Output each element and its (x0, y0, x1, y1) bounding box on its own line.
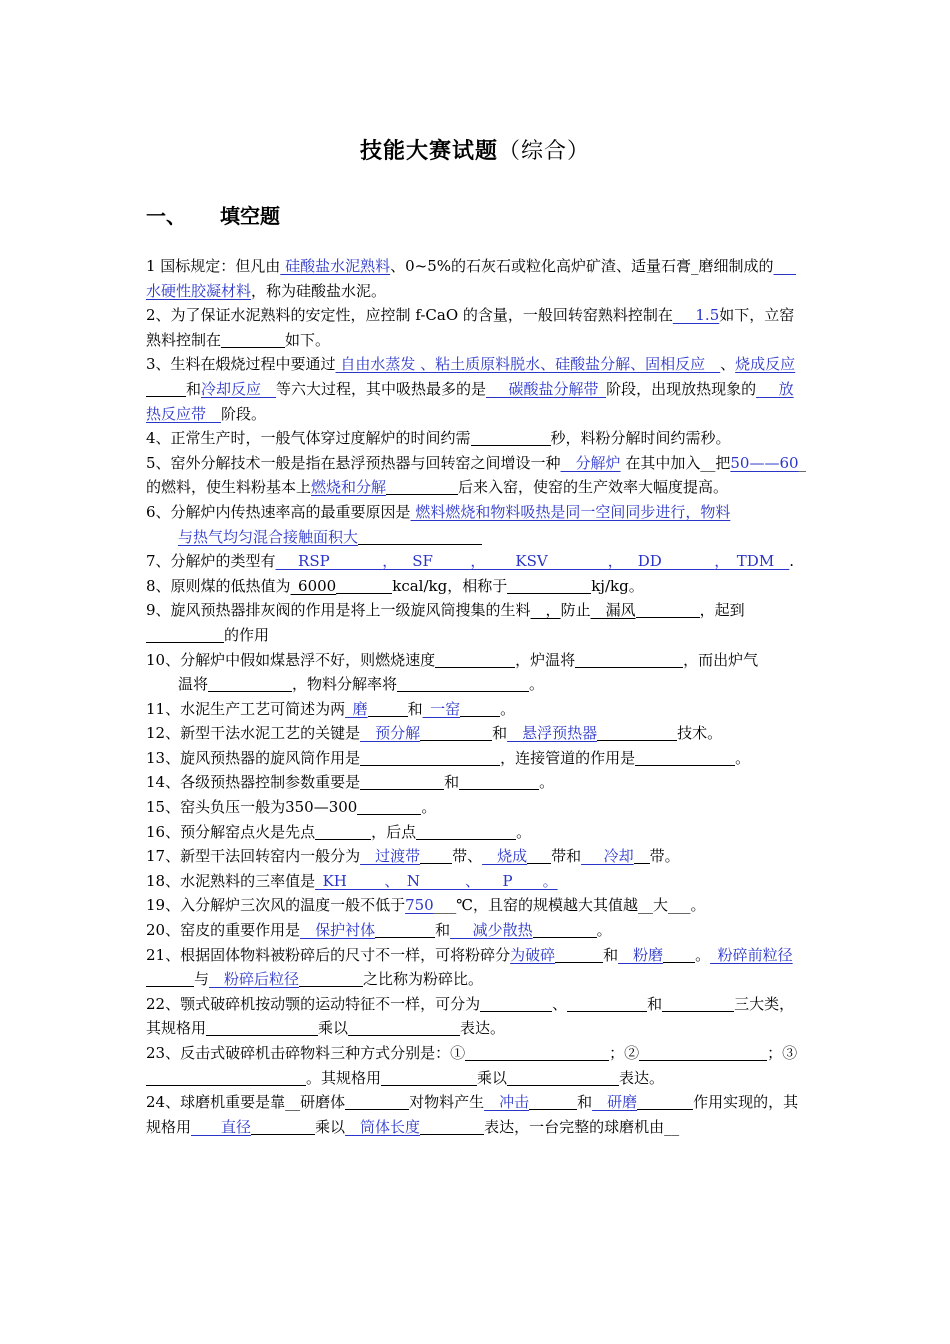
question-6: 6、分解炉内传热速率高的最重要原因是 燃料燃烧和物料吸热是同一空间同步进行，物料 与热气均匀混合接触面积大 (146, 502, 731, 546)
question-13: 13、旋风预热器的旋风筒作用是 ，连接管道的作用是 。 (146, 748, 751, 767)
question-9: 9、旋风预热器排灰阀的作用是将上一级旋风筒搜集的生料__，防止__漏风 ，起到的作用 (146, 601, 745, 644)
section-number: 一、 (146, 204, 186, 228)
question-20: 20、窑皮的重要作用是__保护衬体 和___减少散热 。 (146, 921, 612, 940)
question-1: 1 国标规定：但凡由 硅酸盐水泥熟料、0~5%的石灰石或粒化高炉矿渣、适量石膏_磨细制成的___水硬性胶凝材料，称为硅酸盐水泥。 (146, 257, 797, 300)
question-15: 15、窑头负压一般为350—300 。 (146, 798, 437, 817)
question-2: 2、为了保证水泥熟料的安定性，应控制 f-CaO 的含量，一般回转窑熟料控制在___1.5如下，立窑熟料控制在 如下。 (146, 306, 795, 349)
question-7: 7、分解炉的类型有___RSP_______，__SF_____，____KSV________，__DD_______，_TDM__. (146, 552, 794, 571)
question-10: 10、分解炉中假如煤悬浮不好，则燃烧速度 ，炉温将 ，而出炉气 温将 ，物料分解率将 。 (146, 650, 759, 694)
question-19: 19、入分解炉三次风的温度一般不低于750___℃，且窑的规模越大其值越__大___。 (146, 896, 706, 915)
question-3: 3、生料在煅烧过程中要通过 自由水蒸发 、粘土质原料脱水、硅酸盐分解、固相反应__、烧成反应和冷却反应__等六大过程，其中吸热最多的是___碳酸盐分解带_阶段，出现放热现象的___放热反应带__阶段。 (146, 355, 796, 423)
section-heading (146, 200, 280, 229)
page-subtitle: （综合） (498, 139, 591, 164)
question-4: 4、正常生产时，一般气体穿过度解炉的时间约需 秒，料粉分解时间约需秒。 (146, 429, 731, 448)
section-label: 填空题 (220, 204, 280, 228)
question-17: 17、新型干法回转窑内一般分为__过渡带 带、__烧成 带和___冷却 带。 (146, 847, 680, 866)
page-title: 技能大赛试题（综合） (359, 138, 591, 164)
question-21: 21、根据固体物料被粉碎后的尺寸不一样，可将粉碎分为破碎 和__粉磨 。_粉碎前粒径与__粉碎后粒径 之比称为粉碎比。 (146, 945, 793, 989)
question-24: 24、球磨机重要是靠__研磨体 对物料产生__冲击 和__研磨 作用实现的，其规格用____直径 乘以__筒体长度 表达，一台完整的球磨机由__ (146, 1093, 799, 1136)
question-14: 14、各级预热器控制参数重要是 和 。 (146, 773, 555, 792)
question-12: 12、新型干法水泥工艺的关键是__预分解 和__悬浮预热器 技术。 (146, 724, 723, 743)
question-16: 16、预分解窑点火是先点 ，后点 。 (146, 822, 532, 841)
question-8: 8、原则煤的低热值为_6000 kcal/kg，相称于 kj/kg。 (146, 576, 644, 595)
question-18: 18、水泥熟料的三率值是_KH_____、_N______、___P____。 (146, 871, 558, 890)
question-5: 5、窑外分解技术一般是指在悬浮预热器与回转窑之间增设一种__分解炉 在其中加入__把50——60_的燃料，使生料粉基本上燃烧和分解 后来入窑，使窑的生产效率大幅度提高。 (146, 453, 807, 497)
question-22: 22、颚式破碎机按动颚的运动特征不一样，可分为 、 和 三大类，其规格用 乘以 表达。 (146, 994, 795, 1038)
question-11: 11、水泥生产工艺可简述为两_磨 和_一窑 。 (146, 699, 516, 718)
question-23: 23、反击式破碎机击碎物料三种方式分别是：① ；② ；③。其规格用 乘以 表达。 (146, 1044, 798, 1087)
question-list (146, 254, 808, 1139)
